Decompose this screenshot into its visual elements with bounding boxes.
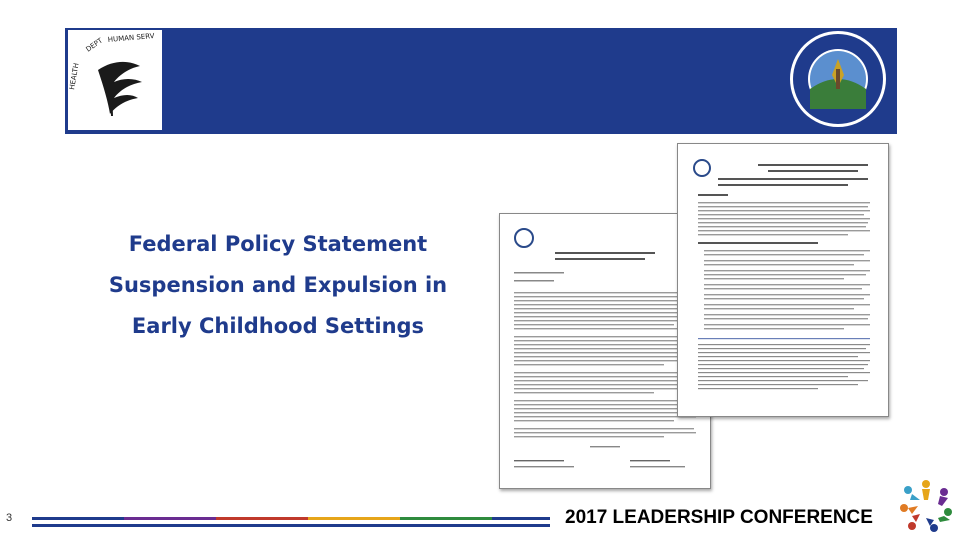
title-line-2: Suspension and Expulsion in [108, 273, 448, 297]
title-line-3: Early Childhood Settings [131, 314, 425, 338]
svg-text:HUMAN SERV: HUMAN SERV [107, 31, 155, 44]
slide-title [90, 224, 466, 347]
stripe-blue-end [492, 517, 550, 520]
hhs-logo-icon [68, 30, 162, 130]
title-line-1: Federal Policy Statement [128, 232, 428, 256]
svg-text:HEALTH: HEALTH [68, 62, 81, 91]
stripe-underline [32, 524, 550, 527]
stripe-blue [32, 517, 124, 520]
people-circle-logo-icon [896, 476, 956, 536]
slide-page-number: 3 [6, 512, 13, 524]
header-banner [65, 28, 897, 134]
stripe-yellow [308, 517, 400, 520]
stripe-purple [124, 517, 216, 520]
svg-text:DEPT: DEPT [84, 36, 105, 54]
department-of-education-seal-icon [788, 29, 888, 129]
letter-document-image [677, 143, 889, 417]
conference-label: 2017 LEADERSHIP CONFERENCE [565, 507, 873, 528]
stripe-red [216, 517, 308, 520]
stripe-green [400, 517, 492, 520]
